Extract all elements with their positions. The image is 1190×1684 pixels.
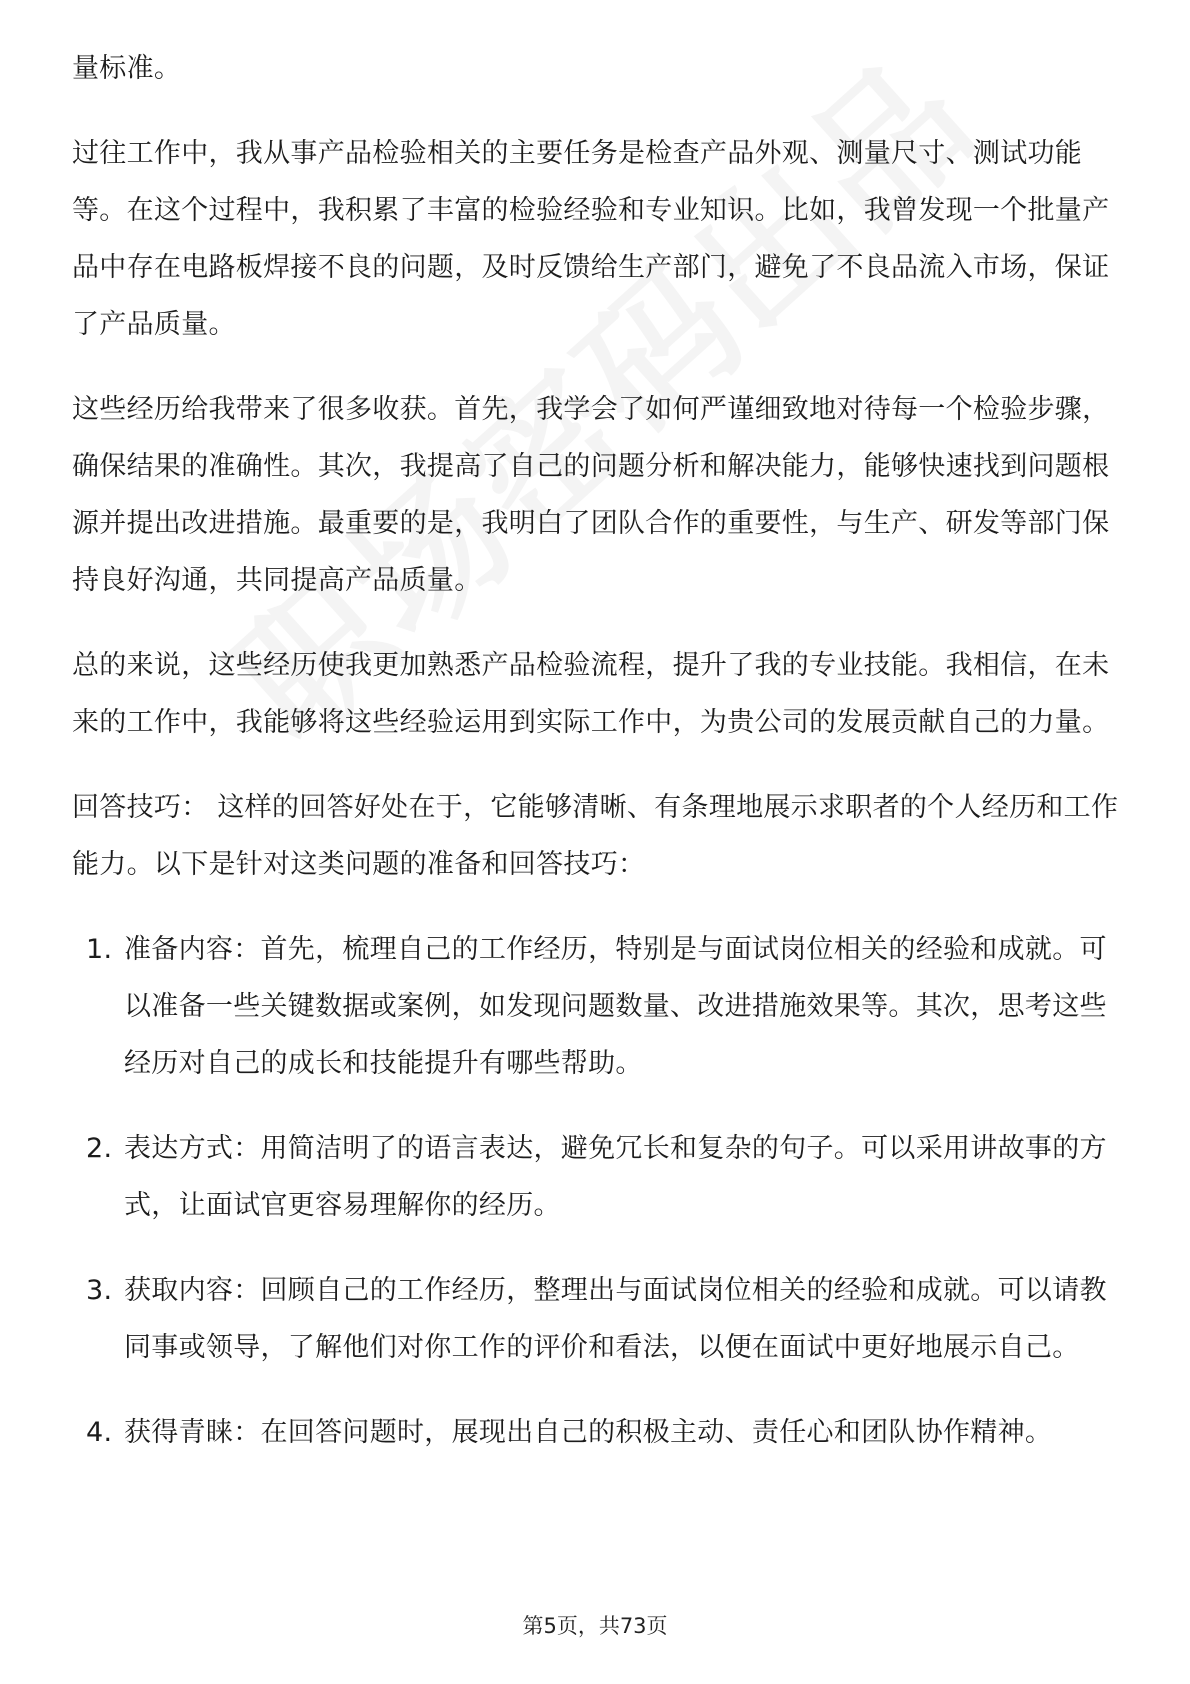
list-number: 4. — [86, 1417, 113, 1448]
paragraph-gains: 这些经历给我带来了很多收获。首先，我学会了如何严谨细致地对待每一个检验步骤，确保结果的准确性。其次，我提高了自己的问题分析和解决能力，能够快速找到问题根源并提出改进措施。最重要的是，我明白了团队合作的重要性，与生产、研发等部门保持良好沟通，共同提高产品质量。 — [72, 394, 1110, 596]
document-body — [72, 40, 1122, 1489]
list-item-text: 表达方式：用简洁明了的语言表达，避免冗长和复杂的句子。可以采用讲故事的方式，让面试官更容易理解你的经历。 — [124, 1133, 1107, 1221]
page-number: 第5页，共73页 — [522, 1614, 668, 1638]
paragraph-experience: 过往工作中，我从事产品检验相关的主要任务是检查产品外观、测量尺寸、测试功能等。在这个过程中，我积累了丰富的检验经验和专业知识。比如，我曾发现一个批量产品中存在电路板焊接不良的问题，及时反馈给生产部门，避免了不良品流入市场，保证了产品质量。 — [72, 138, 1110, 340]
list-number: 3. — [86, 1275, 113, 1306]
list-item-text: 获得青睐：在回答问题时，展现出自己的积极主动、责任心和团队协作精神。 — [124, 1417, 1053, 1448]
list-number: 2. — [86, 1133, 113, 1164]
paragraph-summary: 总的来说，这些经历使我更加熟悉产品检验流程，提升了我的专业技能。我相信，在未来的工作中，我能够将这些经验运用到实际工作中，为贵公司的发展贡献自己的力量。 — [72, 650, 1110, 738]
tips-list — [72, 921, 1122, 1461]
list-number: 1. — [86, 934, 113, 965]
list-item — [72, 1262, 1122, 1376]
list-item — [72, 921, 1122, 1092]
list-item — [72, 1404, 1122, 1461]
list-item-text: 获取内容：回顾自己的工作经历，整理出与面试岗位相关的经验和成就。可以请教同事或领导，了解他们对你工作的评价和看法，以便在面试中更好地展示自己。 — [124, 1275, 1107, 1363]
list-item-text: 准备内容：首先，梳理自己的工作经历，特别是与面试岗位相关的经验和成就。可以准备一些关键数据或案例，如发现问题数量、改进措施效果等。其次，思考这些经历对自己的成长和技能提升有哪些帮助。 — [124, 934, 1107, 1079]
tips-intro: 回答技巧： 这样的回答好处在于，它能够清晰、有条理地展示求职者的个人经历和工作能力。以下是针对这类问题的准备和回答技巧： — [72, 792, 1119, 880]
list-item — [72, 1120, 1122, 1234]
paragraph-continuation: 量标准。 — [72, 53, 182, 84]
